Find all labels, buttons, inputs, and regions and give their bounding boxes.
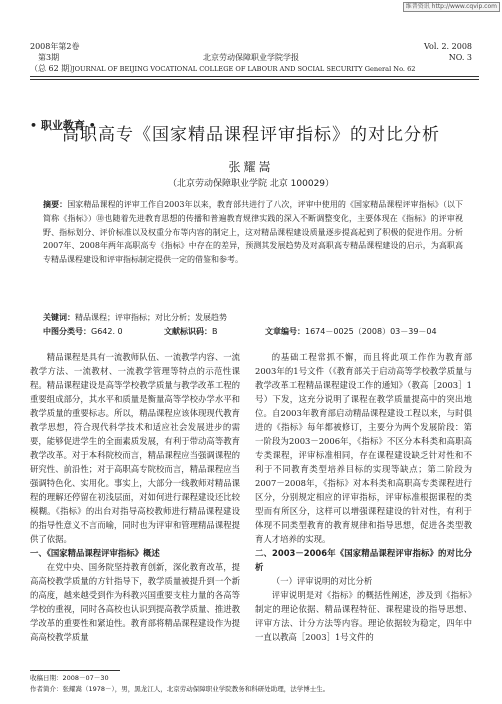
- author-affiliation: （北京劳动保障职业学院 北京 100029）: [167, 179, 335, 189]
- doc-code-value: B: [212, 327, 218, 336]
- header-total-issue: （总 62 期）: [30, 64, 78, 73]
- section-heading-2: 二、2003－2006年《国家精品课程评审指标》的对比分析: [255, 548, 472, 572]
- clc-value: G642. 0: [91, 327, 123, 336]
- article-number-label: 文章编号：: [265, 327, 305, 336]
- right-paragraph-2: 评审说明是对《指标》的概括性阐述，涉及到《指标》制定的理论依据、精品课程特征、课程建设的指导思想、评审方法、计分方法等内容。理论依据较为稳定，四年中一直以教高［2003］1号文件的: [255, 590, 472, 642]
- right-paragraph-1: 的基础工程常抓不懈，而且将此项工作作为教育部2003年的1号文件（《教育部关于启动高等学校教学质量与教学改革工程精品课程建设工作的通知》（教高［2003］1号）下发，这充分说明了课程在教学质量提高中的突出地位。自2003年教育部启动精品课程建设工程以来，与时俱进的《指标》每年都被修订，主要分为两个发展阶段：第一阶段为2003－2006年，《指标》不区分本科类和高职高专类课程，评审标准相同，存在课程建设缺乏针对性和不利于不同教育类型培养目标的实现等缺点；第二阶段为2007－2008年，《指标》对本科类和高职高专类课程进行区分，分别规定相应的评审指标，评审标准根据课程的类型而有所区分，这样可以增强课程建设的针对性，有利于体现不同类型教育的教育规律和指导思想，促进各类型教育人才培养的实现。: [255, 352, 472, 544]
- header-year-issue: 2008年第2卷: [30, 42, 80, 51]
- header-rule-top: [30, 76, 479, 77]
- left-column: [30, 350, 240, 644]
- abstract-label: 摘要：: [43, 200, 68, 209]
- keywords: [43, 312, 227, 323]
- abstract-text: 国家精品课程的评审工作自2003年以来，教育部共进行了八次，评审中使用的《国家精品课程评审指标》（以下简称《指标》）⑩也随着先进教育思想的传播和普遍教育规律实践的深入不断调整变化，主要体现在《指标》的评审视野、指标划分、评价标准以及权重分布等内容的制定上，这对精品课程建设质量逐步提高起到了积极的促进作用。分析2007年、2008年两年高职高专《指标》中存在的差异，预测其发展趋势及对高职高专精品课程建设的启示，为高职高专精品课程建设和评审指标制定提供一定的借鉴和参考。: [43, 200, 463, 265]
- footnote-author-bio: 作者简介：张耀嵩（1978－），男，黑龙江人，北京劳动保障职业学院教务和科研处助理，法学博士生。: [30, 685, 330, 693]
- doc-code-label: 文献标识码：: [164, 327, 212, 336]
- clc-number: [43, 326, 123, 337]
- left-paragraph-2: 在党中央、国务院坚持教育创新，深化教育改革，提高高校教学质量的方针指导下，教学质量被提升到一个新的高度，越来越受到作为科教兴国重要支柱力量的各高等学校的重视，同时各高校也认识到提高教学质量、推进教学改革的重要性和紧迫性。教育部将精品课程建设作为提高高校教学质量: [30, 562, 240, 642]
- section-tag: • 职业教育 •: [30, 119, 96, 132]
- keywords-label: 关键词：: [43, 313, 75, 322]
- footnote-received: 收稿日期：2008－07－30: [30, 674, 109, 682]
- header-vol: Vol. 2. 2008: [423, 42, 472, 51]
- article-number-value: 1674－0025（2008）03－39－04: [305, 327, 437, 336]
- abstract: [43, 198, 463, 267]
- article-number: [265, 326, 437, 337]
- header-rule-bottom: [30, 79, 479, 80]
- subsection-heading-1: （一）评审说明的对比分析: [271, 576, 373, 586]
- right-column: [255, 350, 472, 644]
- article-title: 高职高专《国家精品课程评审指标》的对比分析: [62, 125, 440, 145]
- header-journal-en: JOURNAL OF BEIJING VOCATIONAL COLLEGE OF LABOUR AND SOCIAL SECURITY General No. 62: [72, 65, 416, 73]
- header-journal-cn: 北京劳动保障职业学院学报: [203, 53, 299, 62]
- document-code: [164, 326, 218, 337]
- footnote-rule: [30, 670, 120, 671]
- header-no: NO. 3: [448, 53, 472, 62]
- author-name: 张耀嵩: [228, 160, 274, 174]
- section-heading-1: 一、《国家精品课程评审指标》概述: [30, 548, 160, 558]
- header-issue-no: 第3期: [38, 53, 60, 62]
- clc-label: 中图分类号：: [43, 327, 91, 336]
- left-paragraph-1: 精品课程是具有一流教师队伍、一流教学内容、一流教学方法、一流教材、一流教学管理等特点的示范性课程。精品课程建设是高等学校教学质量与教学改革工程的重要组成部分，其水平和质量是衡量高等学校办学水平和教学质量的重要标志。所以，精品课程应该体现现代教育教学思想，符合现代科学技术和适应社会发展进步的需要，能够促进学生的全面素质发展，有利于带动高等教育教学改革。对于本科院校而言，精品课程应当强调课程的研究性、前沿性；对于高职高专院校而言，精品课程应当强调特色化、实用化。事实上，大部分一线教师对精品课程的理解还停留在初浅层面，对如何进行课程建设还比较模糊。《指标》的出台对指导高校教师进行精品课程建设的指导性意义不言而喻，同时也为评审和管理精品课程提供了依据。: [30, 352, 240, 544]
- watermark-label: 维普资讯 http://www.cqvip.com: [403, 2, 500, 12]
- keywords-text: 精品课程；评审指标；对比分析；发展趋势: [75, 313, 227, 322]
